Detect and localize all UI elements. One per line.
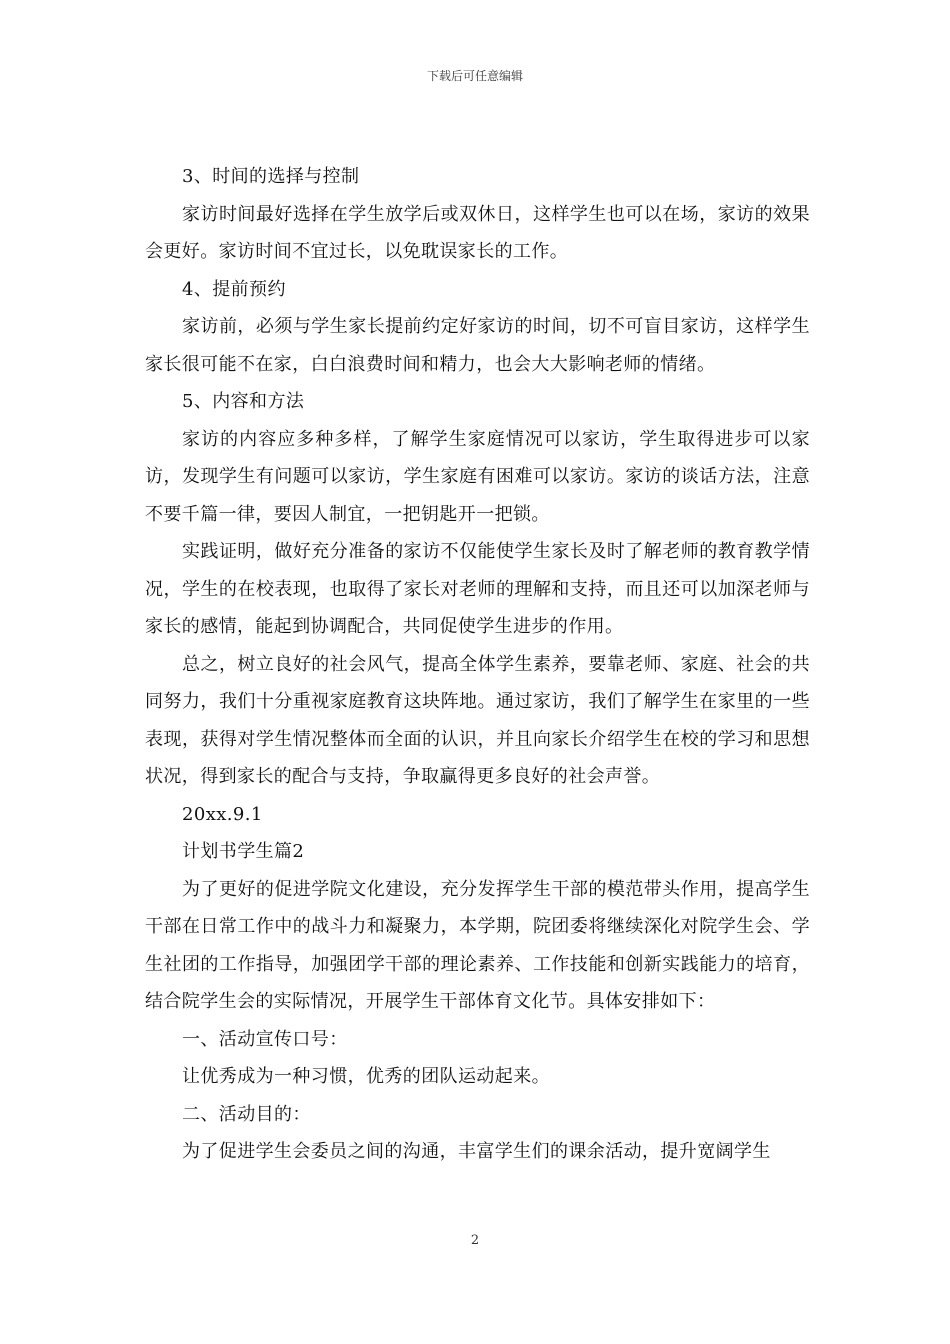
section-heading-slogan: 一、活动宣传口号： [182,1028,348,1050]
section-heading-5: 5、内容和方法 [182,391,305,412]
section-heading-purpose: 二、活动目的： [182,1103,311,1125]
paragraph: 家访的内容应多种多样，了解学生家庭情况可以家访，学生取得进步可以家访，发现学生有问题可以家访，学生家庭有困难可以家访。家访的谈话方法，注意不要千篇一律，要因人制宜，一把钥匙开一把锁。 [145,428,810,525]
article-title: 计划书学生篇2 [182,841,305,862]
date-line: 20xx.9.1 [182,803,263,825]
paragraph: 实践证明，做好充分准备的家访不仅能使学生家长及时了解老师的教育教学情况，学生的在校表现，也取得了家长对老师的理解和支持，而且还可以加深老师与家长的感情，能起到协调配合，共同促使学生进步的作用。 [145,541,810,637]
section-heading-3: 3、时间的选择与控制 [182,166,360,187]
paragraph: 家访时间最好选择在学生放学后或双休日，这样学生也可以在场，家访的效果会更好。家访时间不宜过长，以免耽误家长的工作。 [145,203,810,262]
paragraph: 让优秀成为一种习惯，优秀的团队运动起来。 [182,1066,550,1087]
paragraph: 家访前，必须与学生家长提前约定好家访的时间，切不可盲目家访，这样学生家长很可能不在家，白白浪费时间和精力，也会大大影响老师的情绪。 [145,316,810,375]
page-header: 下载后可任意编辑 [426,69,523,83]
paragraph: 为了促进学生会委员之间的沟通，丰富学生们的课余活动，提升宽阔学生 [182,1141,771,1162]
paragraph: 为了更好的促进学院文化建设，充分发挥学生干部的模范带头作用，提高学生干部在日常工作中的战斗力和凝聚力，本学期，院团委将继续深化对院学生会、学生社团的工作指导，加强团学干部的理论素养、工作技能和创新实践能力的培育，结合院学生会的实际情况，开展学生干部体育文化节。具体安排如下： [145,878,810,1012]
paragraph: 总之，树立良好的社会风气，提高全体学生素养，要靠老师、家庭、社会的共同努力，我们十分重视家庭教育这块阵地。通过家访，我们了解学生在家里的一些表现，获得对学生情况整体而全面的认识，并且向家长介绍学生在校的学习和思想状况，得到家长的配合与支持，争取赢得更多良好的社会声誉。 [145,653,810,787]
page-number: 2 [470,1233,480,1248]
section-heading-4: 4、提前预约 [182,278,286,300]
document-body [145,158,810,1171]
